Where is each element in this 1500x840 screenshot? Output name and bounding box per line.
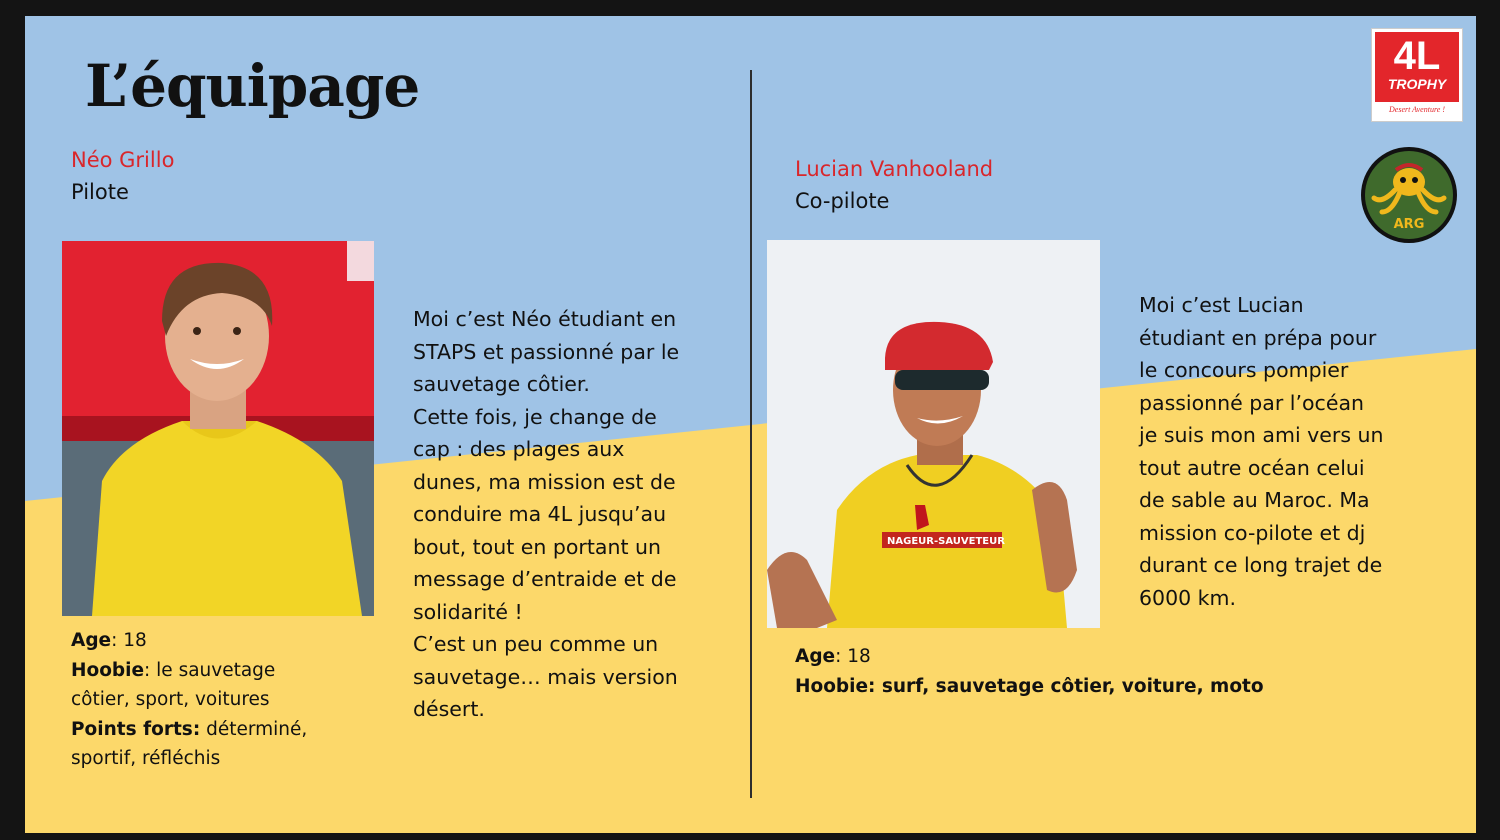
column-divider: [750, 70, 752, 798]
pilot-photo: [62, 241, 374, 616]
pilot-hobby: Hoobie: le sauvetage côtier, sport, voitures: [71, 659, 276, 710]
copilot-details: [795, 642, 1395, 701]
copilot-bio: Moi c’est Lucian étudiant en prépa pour le concours pompier passionné par l’océan je suis mon ami vers un tout autre océan celui de sable au Maroc. Ma mission co-pilote et dj durant ce long trajet de 6000 km.: [1139, 293, 1384, 610]
pilot-details: [71, 626, 331, 774]
copilot-role: Co-pilote: [795, 189, 890, 213]
copilot-age: Age: 18: [795, 646, 871, 667]
svg-text:ARG: ARG: [1393, 217, 1425, 232]
arg-octopus-logo: [1360, 146, 1458, 244]
pilot-age: Age: 18: [71, 630, 147, 651]
shirt-print: NAGEUR-SAUVETEUR: [887, 536, 1005, 547]
copilot-photo: [767, 240, 1100, 628]
pilot-role: Pilote: [71, 180, 129, 204]
pilot-name: Néo Grillo: [71, 148, 175, 172]
copilot-hobby: Hoobie: surf, sauvetage côtier, voiture, moto: [795, 675, 1264, 697]
slide-title: L’équipage: [85, 52, 420, 120]
4l-trophy-logo: 4L TROPHY Desert Aventure !: [1371, 28, 1463, 122]
copilot-name: Lucian Vanhooland: [795, 157, 994, 181]
pilot-bio: Moi c’est Néo étudiant en STAPS et passionné par le sauvetage côtier. Cette fois, je change de cap : des plages aux dunes, ma mission est de conduire ma 4L jusqu’au bout, tout en portant un message d’entraide et de solidarité ! C’est un peu comme un sauvetage… mais version désert.: [413, 307, 680, 721]
pilot-strengths: Points forts: déterminé, sportif, réfléchis: [71, 718, 308, 769]
slide: [25, 16, 1476, 833]
